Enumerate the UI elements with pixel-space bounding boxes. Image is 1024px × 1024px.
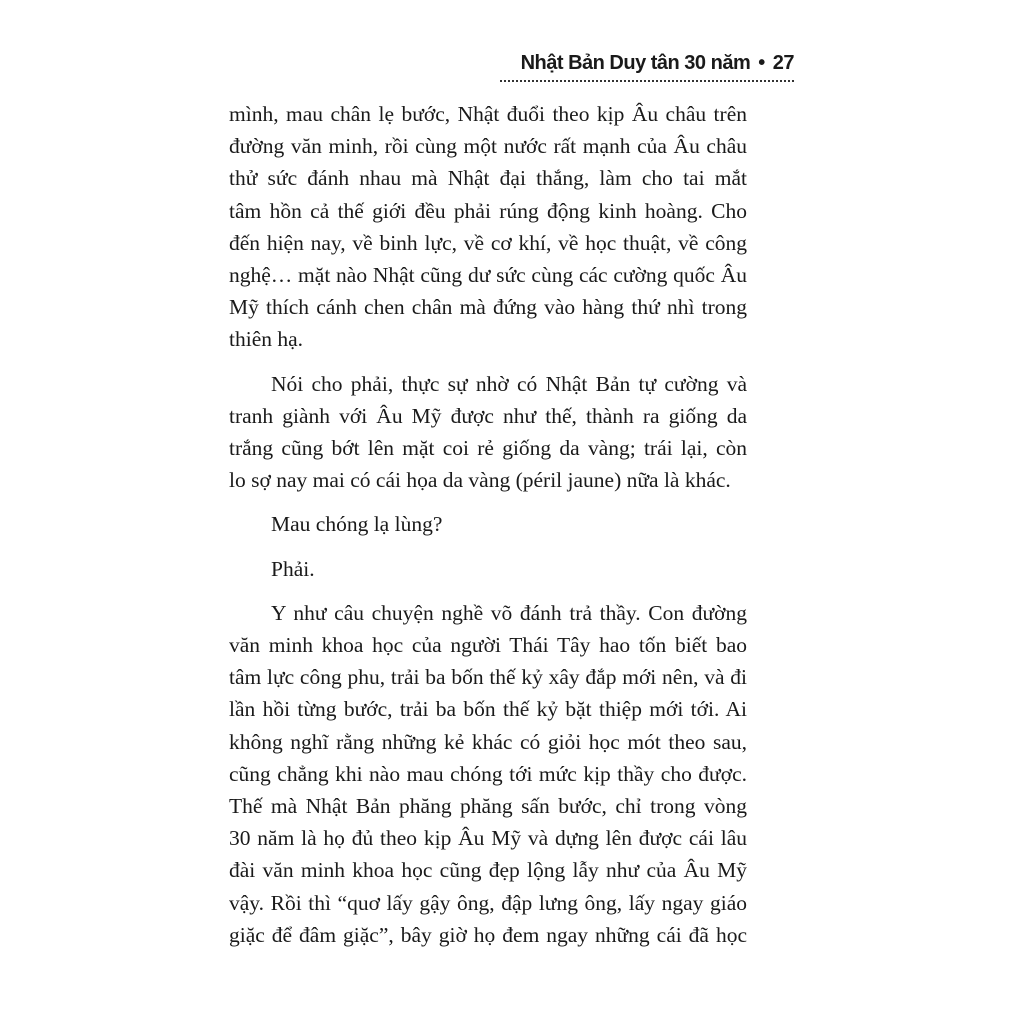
text-line: mình, mau chân lẹ bước, Nhật đuổi theo kịp Âu châu trên: [229, 102, 747, 126]
page-number: 27: [772, 52, 794, 74]
text-line: Thế mà Nhật Bản phăng phăng sấn bước, chỉ trong vòng: [229, 794, 747, 819]
text-line: tranh giành với Âu Mỹ được như thế, thành ra giống da: [229, 403, 747, 428]
text-line: Phải.: [271, 556, 315, 581]
header-dotted-rule: [500, 80, 794, 82]
header-title: Nhật Bản Duy tân 30 năm: [520, 52, 751, 74]
text-line: Nói cho phải, thực sự nhờ có Nhật Bản tự cường và: [271, 371, 747, 396]
text-line: tâm lực công phu, trải ba bốn thế kỷ xây đắp mới nên, và đi: [229, 665, 747, 690]
paragraph-3: [229, 508, 747, 540]
paragraph-4: [229, 553, 747, 585]
text-line: vậy. Rồi thì “quơ lấy gậy ông, đập lưng ông, lấy ngay giáo: [229, 890, 747, 915]
text-line: đường văn minh, rồi cùng một nước rất mạnh của Âu châu: [229, 134, 747, 159]
text-line: đài văn minh khoa học cũng đẹp lộng lẫy như của Âu Mỹ: [229, 858, 747, 883]
text-line: văn minh khoa học của người Thái Tây hao tốn biết bao: [229, 633, 747, 658]
text-line: giặc để đâm giặc”, bây giờ họ đem ngay những cái đã học: [229, 922, 747, 947]
body-text: [229, 98, 747, 951]
text-line: tâm hồn cả thế giới đều phải rúng động kinh hoàng. Cho: [229, 198, 747, 223]
text-line: đến hiện nay, về binh lực, về cơ khí, về học thuật, về công: [229, 230, 747, 255]
text-line: lo sợ nay mai có cái họa da vàng (péril jaune) nữa là khác.: [229, 468, 731, 493]
header-bullet: •: [758, 52, 765, 74]
text-line: nghệ… mặt nào Nhật cũng dư sức cùng các cường quốc Âu: [229, 263, 747, 288]
running-header: [500, 52, 794, 75]
text-line: trắng cũng bớt lên mặt coi rẻ giống da vàng; trái lại, còn: [229, 436, 747, 461]
text-line: thiên hạ.: [229, 327, 304, 352]
paragraph-5: [229, 597, 747, 951]
text-line: Mau chóng lạ lùng?: [271, 512, 443, 537]
text-line: Mỹ thích cánh chen chân mà đứng vào hàng thứ nhì trong: [229, 295, 747, 320]
text-line: lần hồi từng bước, trải ba bốn thế kỷ bặt thiệp mới tới. Ai: [229, 697, 747, 722]
text-line: cũng chẳng khi nào mau chóng tới mức kịp thầy cho được.: [229, 761, 747, 786]
paragraph-2: [229, 368, 747, 497]
text-line: thử sức đánh nhau mà Nhật đại thắng, làm cho tai mắt: [229, 166, 747, 191]
paragraph-1: [229, 98, 747, 356]
text-line: Y như câu chuyện nghề võ đánh trả thầy. Con đường: [271, 600, 747, 625]
text-line: không nghĩ rằng những kẻ khác có giỏi học mót theo sau,: [229, 729, 747, 754]
text-line: 30 năm là họ đủ theo kịp Âu Mỹ và dựng lên được cái lâu: [229, 826, 747, 851]
